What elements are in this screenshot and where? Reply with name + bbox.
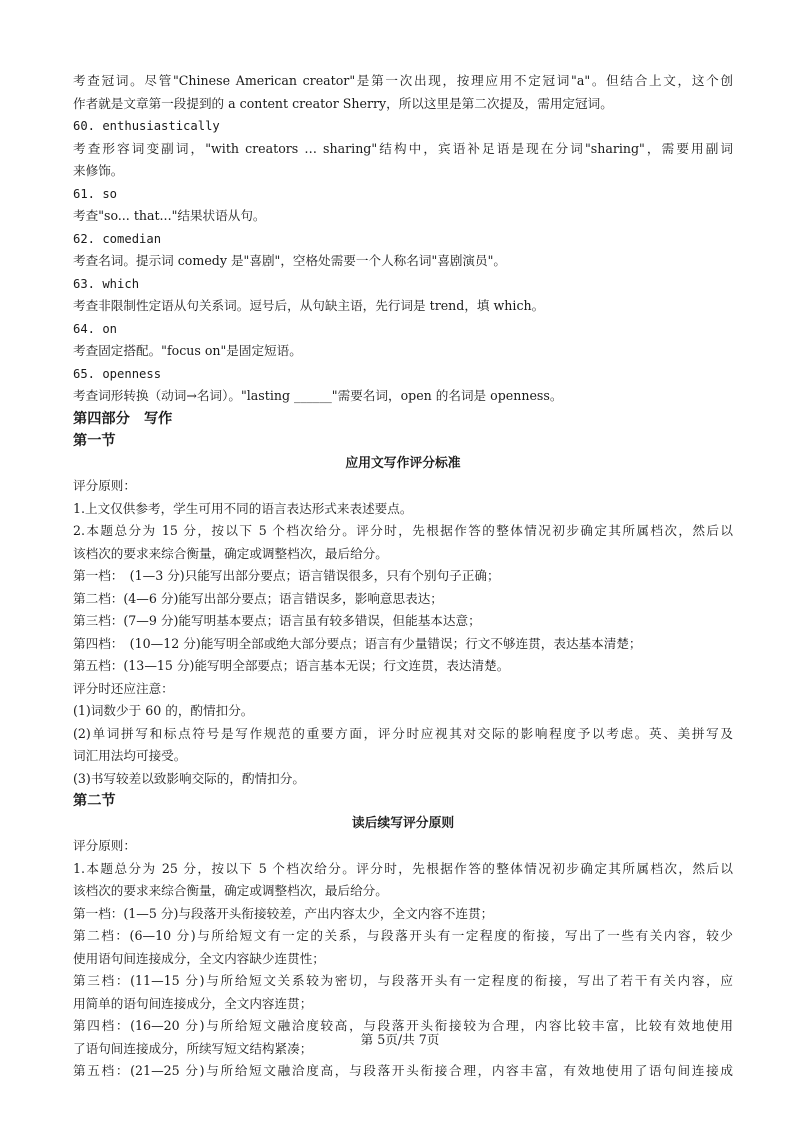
page-footer: 第 5页/共 7页 bbox=[360, 1032, 440, 1047]
document-body bbox=[73, 70, 733, 1083]
text-line: 61. so bbox=[73, 186, 118, 201]
text-line: (2)单词拼写和标点符号是写作规范的重要方面，评分时应视其对交际的影响程度予以考虑。英、美拼写及 bbox=[73, 725, 733, 741]
text-line: 来修饰。 bbox=[73, 163, 124, 178]
text-line: (1)词数少于 60 的，酌情扣分。 bbox=[73, 703, 254, 718]
text-line: 第二档：(4—6 分)能写出部分要点；语言错误多，影响意思表达； bbox=[73, 590, 443, 606]
text-line: 第三档：(7—9 分)能写明基本要点；语言虽有较多错误，但能基本达意； bbox=[73, 613, 481, 628]
text-line: 1.本题总分为 25 分，按以下 5 个档次给分。评分时，先根据作答的整体情况初步确定其所属档次，然后以 bbox=[73, 860, 733, 876]
text-line: 该档次的要求来综合衡量，确定或调整档次，最后给分。 bbox=[73, 545, 388, 561]
text-line: 考查冠词。尽管"Chinese American creator"是第一次出现，按理应用不定冠词"a"。但结合上文，这个创 bbox=[73, 73, 733, 88]
text-line: 评分时还应注意： bbox=[73, 680, 174, 696]
text-line: 1.上文仅供参考，学生可用不同的语言表达形式来表述要点。 bbox=[73, 500, 413, 516]
text-line: (3)书写较差以致影响交际的，酌情扣分。 bbox=[73, 770, 305, 786]
text-line: 考查形容词变副词，"with creators … sharing"结构中，宾语补足语是现在分词"sharing"，需要用副词 bbox=[73, 140, 733, 156]
text-line: 63. which bbox=[73, 276, 140, 291]
text-line: 评分原则： bbox=[73, 478, 136, 493]
text-line: 考查名词。提示词 comedy 是"喜剧"，空格处需要一个人称名词"喜剧演员"。 bbox=[73, 253, 507, 268]
text-line: 用简单的语句间连接成分，全文内容连贯； bbox=[73, 995, 313, 1011]
text-line: 第三档：(11—15 分)与所给短文关系较为密切，与段落开头有一定程度的衔接，写出了若干有关内容，应 bbox=[73, 973, 733, 988]
section-heading: 第二节 bbox=[73, 793, 116, 809]
text-line: 第二档：(6—10 分)与所给短文有一定的关系，与段落开头有一定程度的衔接，写出了一些有关内容，较少 bbox=[73, 928, 733, 943]
text-line: 考查固定搭配。"focus on"是固定短语。 bbox=[73, 343, 302, 358]
text-line: 2.本题总分为 15 分，按以下 5 个档次给分。评分时，先根据作答的整体情况初步确定其所属档次，然后以 bbox=[73, 523, 733, 538]
section-title: 读后续写评分原则 bbox=[351, 815, 455, 831]
text-line: 第一档：(1—5 分)与段落开头衔接较差，产出内容太少，全文内容不连贯； bbox=[73, 905, 494, 921]
section-heading: 第一节 bbox=[73, 433, 116, 449]
text-line: 使用语句间连接成分，全文内容缺少连贯性； bbox=[73, 950, 325, 966]
text-line: 第一档： (1—3 分)只能写出部分要点；语言错误很多，只有个别句子正确； bbox=[73, 568, 500, 583]
text-line: 第五档：(13—15 分)能写明全部要点；语言基本无误；行文连贯，表达清楚。 bbox=[73, 658, 510, 673]
text-line: 考查非限制性定语从句关系词。逗号后，从句缺主语，先行词是 trend，填 which。 bbox=[73, 298, 545, 313]
text-line: 第四档：(16—20 分)与所给短文融洽度较高，与段落开头衔接较为合理，内容比较丰富，比较有效地使用 bbox=[73, 1018, 733, 1033]
text-line: 62. comedian bbox=[73, 231, 162, 246]
section-title: 应用文写作评分标准 bbox=[345, 455, 461, 471]
text-line: 64. on bbox=[73, 321, 118, 336]
section-heading: 第四部分 写作 bbox=[73, 410, 173, 427]
text-line: 65. openness bbox=[73, 366, 162, 381]
text-line: 第五档：(21—25 分)与所给短文融洽度高，与段落开头衔接合理，内容丰富，有效地使用了语句间连接成 bbox=[73, 1063, 733, 1078]
text-line: 该档次的要求来综合衡量，确定或调整档次，最后给分。 bbox=[73, 883, 388, 898]
text-line: 了语句间连接成分，所续写短文结构紧凑； bbox=[73, 1040, 313, 1056]
text-line: 作者就是文章第一段提到的 a content creator Sherry，所以这里是第二次提及，需用定冠词。 bbox=[73, 95, 613, 111]
text-line: 第四档： (10—12 分)能写明全部或绝大部分要点；语言有少量错误；行文不够连贯，表达基本清楚； bbox=[73, 635, 642, 651]
text-line: 评分原则： bbox=[73, 838, 136, 853]
text-line: 60. enthusiastically bbox=[73, 119, 220, 133]
text-line: 考查"so... that..."结果状语从句。 bbox=[73, 208, 266, 223]
text-line: 词汇用法均可接受。 bbox=[73, 748, 187, 763]
text-line: 考查词形转换（动词→名词）。"lasting ______"需要名词，open 的名词是 openness。 bbox=[73, 388, 563, 403]
